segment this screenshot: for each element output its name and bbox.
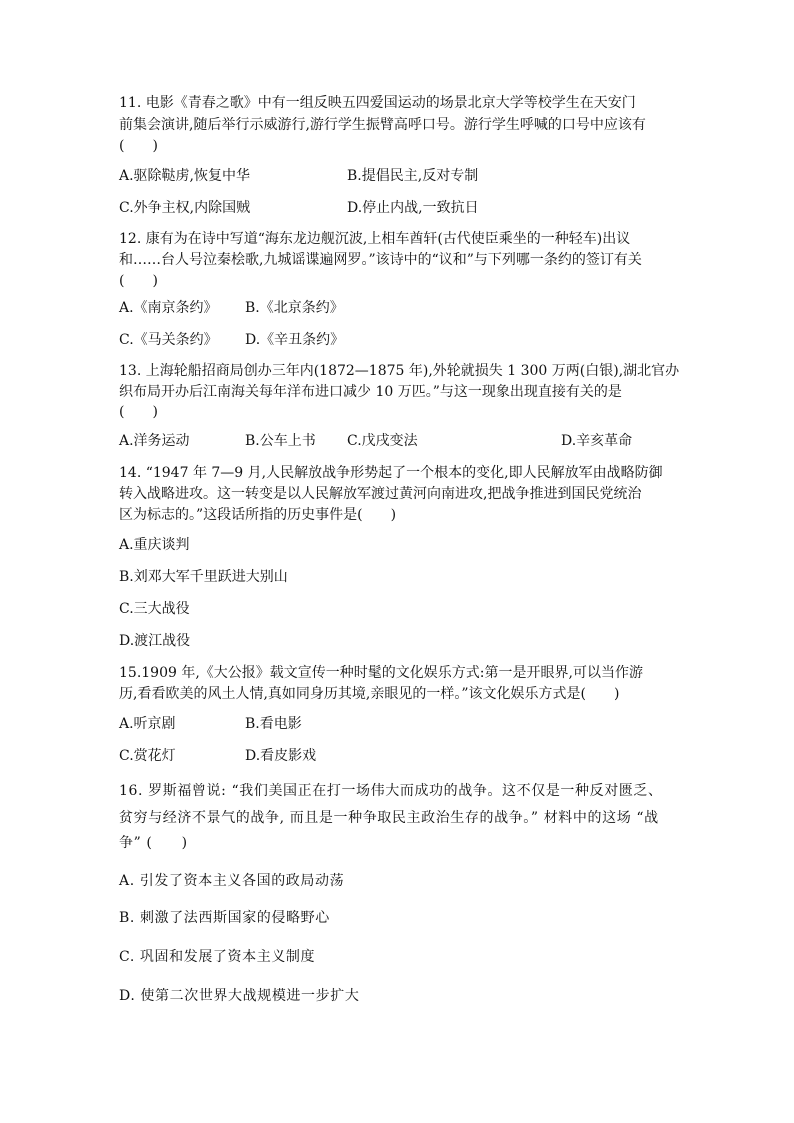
question-15-option-c[interactable]: C.赏花灯 bbox=[119, 748, 176, 764]
question-16-stem-line-2: 贫穷与经济不景气的战争, 而且是一种争取民主政治生存的战争。” 材料中的这场 “战 bbox=[119, 810, 659, 826]
question-12-option-c[interactable]: C.《马关条约》 bbox=[119, 332, 218, 348]
question-15-stem-line-1: 15.1909 年,《大公报》载文宣传一种时髦的文化娱乐方式:第一是开眼界,可以当作游 bbox=[119, 665, 643, 681]
question-14-stem-line-1: 14. “1947 年 7—9 月,人民解放战争形势起了一个根本的变化,即人民解放军由战略防御 bbox=[119, 465, 663, 481]
question-15-option-b[interactable]: B.看电影 bbox=[245, 716, 302, 732]
question-16-option-d[interactable]: D. 使第二次世界大战规模进一步扩大 bbox=[119, 988, 360, 1004]
question-14-option-c[interactable]: C.三大战役 bbox=[119, 601, 190, 617]
question-16-stem-line-1: 16. 罗斯福曾说: “我们美国正在打一场伟大而成功的战争。这不仅是一种反对匮乏、 bbox=[119, 783, 663, 799]
question-13-option-b[interactable]: B.公车上书 bbox=[245, 433, 316, 449]
question-12-stem-line-2: 和……台人号泣秦桧歌,九城谣谍遍网罗。”该诗中的“议和”与下列哪一条约的签订有关 bbox=[119, 252, 642, 268]
question-13-stem-line-1: 13. 上海轮船招商局创办三年内(1872—1875 年),外轮就损失 1 300 万两(白银),湖北官办 bbox=[119, 363, 680, 379]
question-12-option-a[interactable]: A.《南京条约》 bbox=[119, 300, 218, 316]
question-16-answer-bracket: 争” ( ) bbox=[119, 835, 188, 851]
question-14-stem-line-2: 转入战略进攻。这一转变是以人民解放军渡过黄河向南进攻,把战争推进到国民党统治 bbox=[119, 486, 642, 502]
question-14-option-d[interactable]: D.渡江战役 bbox=[119, 633, 191, 649]
question-13-option-d[interactable]: D.辛亥革命 bbox=[561, 433, 633, 449]
question-15-stem-line-2: 历,看看欧美的风土人情,真如同身历其境,亲眼见的一样。”该文化娱乐方式是( ) bbox=[119, 686, 620, 702]
question-11-stem-line-2: 前集会演讲,随后举行示威游行,游行学生振臂高呼口号。游行学生呼喊的口号中应该有 bbox=[119, 117, 646, 133]
question-14-option-b[interactable]: B.刘邓大军千里跃进大别山 bbox=[119, 569, 288, 585]
question-13-option-a[interactable]: A.洋务运动 bbox=[119, 433, 190, 449]
question-14-stem-line-3: 区为标志的。”这段话所指的历史事件是( ) bbox=[119, 507, 397, 523]
question-13-stem-line-2: 织布局开办后江南海关每年洋布进口减少 10 万匹。”与这一现象出现直接有关的是 bbox=[119, 384, 622, 400]
question-13-answer-bracket: ( ) bbox=[119, 404, 158, 420]
question-14-option-a[interactable]: A.重庆谈判 bbox=[119, 537, 190, 553]
question-11-option-b[interactable]: B.提倡民主,反对专制 bbox=[347, 168, 479, 184]
question-12-stem-line-1: 12. 康有为在诗中写道“海东龙边舰沉波,上相车酋轩(古代使臣乘坐的一种轻车)出议 bbox=[119, 231, 631, 247]
question-11-stem-line-1: 11. 电影《青春之歌》中有一组反映五四爱国运动的场景北京大学等校学生在天安门 bbox=[119, 95, 636, 111]
question-12-option-b[interactable]: B.《北京条约》 bbox=[245, 300, 344, 316]
question-16-option-a[interactable]: A. 引发了资本主义各国的政局动荡 bbox=[119, 873, 345, 889]
question-11-option-a[interactable]: A.驱除鞑虏,恢复中华 bbox=[119, 168, 251, 184]
question-11-option-d[interactable]: D.停止内战,一致抗日 bbox=[347, 200, 479, 216]
question-11-option-c[interactable]: C.外争主权,内除国贼 bbox=[119, 200, 251, 216]
question-15-option-a[interactable]: A.听京剧 bbox=[119, 716, 176, 732]
question-12-option-d[interactable]: D.《辛丑条约》 bbox=[245, 332, 345, 348]
question-12-answer-bracket: ( ) bbox=[119, 273, 158, 289]
question-15-option-d[interactable]: D.看皮影戏 bbox=[245, 748, 317, 764]
question-13-option-c[interactable]: C.戊戌变法 bbox=[347, 433, 418, 449]
question-11-answer-bracket: ( ) bbox=[119, 138, 158, 154]
question-16-option-b[interactable]: B. 刺激了法西斯国家的侵略野心 bbox=[119, 910, 330, 926]
question-16-option-c[interactable]: C. 巩固和发展了资本主义制度 bbox=[119, 949, 316, 965]
